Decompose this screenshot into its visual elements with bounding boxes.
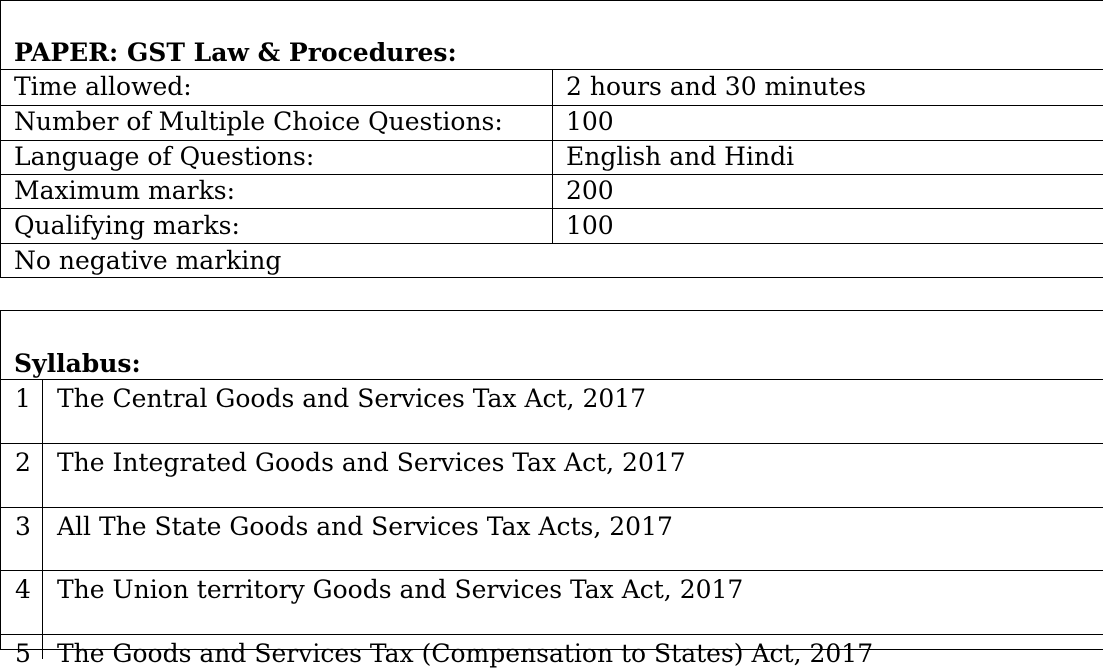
syllabus-item-text: The Union territory Goods and Services Tax Act, 2017 bbox=[57, 575, 744, 604]
syllabus-item-text: The Central Goods and Services Tax Act, 2017 bbox=[57, 384, 647, 413]
number-column-divider bbox=[42, 379, 43, 659]
paper-heading: PAPER: GST Law & Procedures: bbox=[14, 38, 457, 67]
row-divider bbox=[1, 570, 1103, 571]
syllabus-item-number: 3 bbox=[15, 512, 31, 541]
row-divider bbox=[1, 634, 1103, 635]
row-divider bbox=[1, 443, 1103, 444]
time-allowed-value: 2 hours and 30 minutes bbox=[566, 72, 867, 101]
syllabus-table bbox=[0, 310, 1103, 668]
row-divider bbox=[1, 243, 1103, 244]
mcq-count-value: 100 bbox=[566, 107, 614, 136]
syllabus-item-text: The Integrated Goods and Services Tax Act, 2017 bbox=[57, 448, 686, 477]
syllabus-item-number: 1 bbox=[15, 384, 31, 413]
syllabus-heading: Syllabus: bbox=[14, 349, 141, 378]
language-value: English and Hindi bbox=[566, 142, 795, 171]
qualifying-marks-label: Qualifying marks: bbox=[14, 211, 240, 240]
syllabus-item-number: 2 bbox=[15, 448, 31, 477]
negative-marking-note: No negative marking bbox=[14, 246, 282, 275]
maximum-marks-label: Maximum marks: bbox=[14, 176, 236, 205]
syllabus-item-number: 5 bbox=[15, 639, 31, 668]
mcq-count-label: Number of Multiple Choice Questions: bbox=[14, 107, 503, 136]
row-divider bbox=[1, 379, 1103, 380]
maximum-marks-value: 200 bbox=[566, 176, 614, 205]
time-allowed-label: Time allowed: bbox=[14, 72, 192, 101]
qualifying-marks-value: 100 bbox=[566, 211, 614, 240]
syllabus-item-number: 4 bbox=[15, 575, 31, 604]
exam-details-table bbox=[0, 0, 1103, 278]
language-label: Language of Questions: bbox=[14, 142, 315, 171]
syllabus-item-text: All The State Goods and Services Tax Acts, 2017 bbox=[57, 512, 673, 541]
row-divider bbox=[1, 507, 1103, 508]
column-divider bbox=[552, 69, 553, 243]
syllabus-item-text: The Goods and Services Tax (Compensation to States) Act, 2017 bbox=[57, 639, 874, 668]
